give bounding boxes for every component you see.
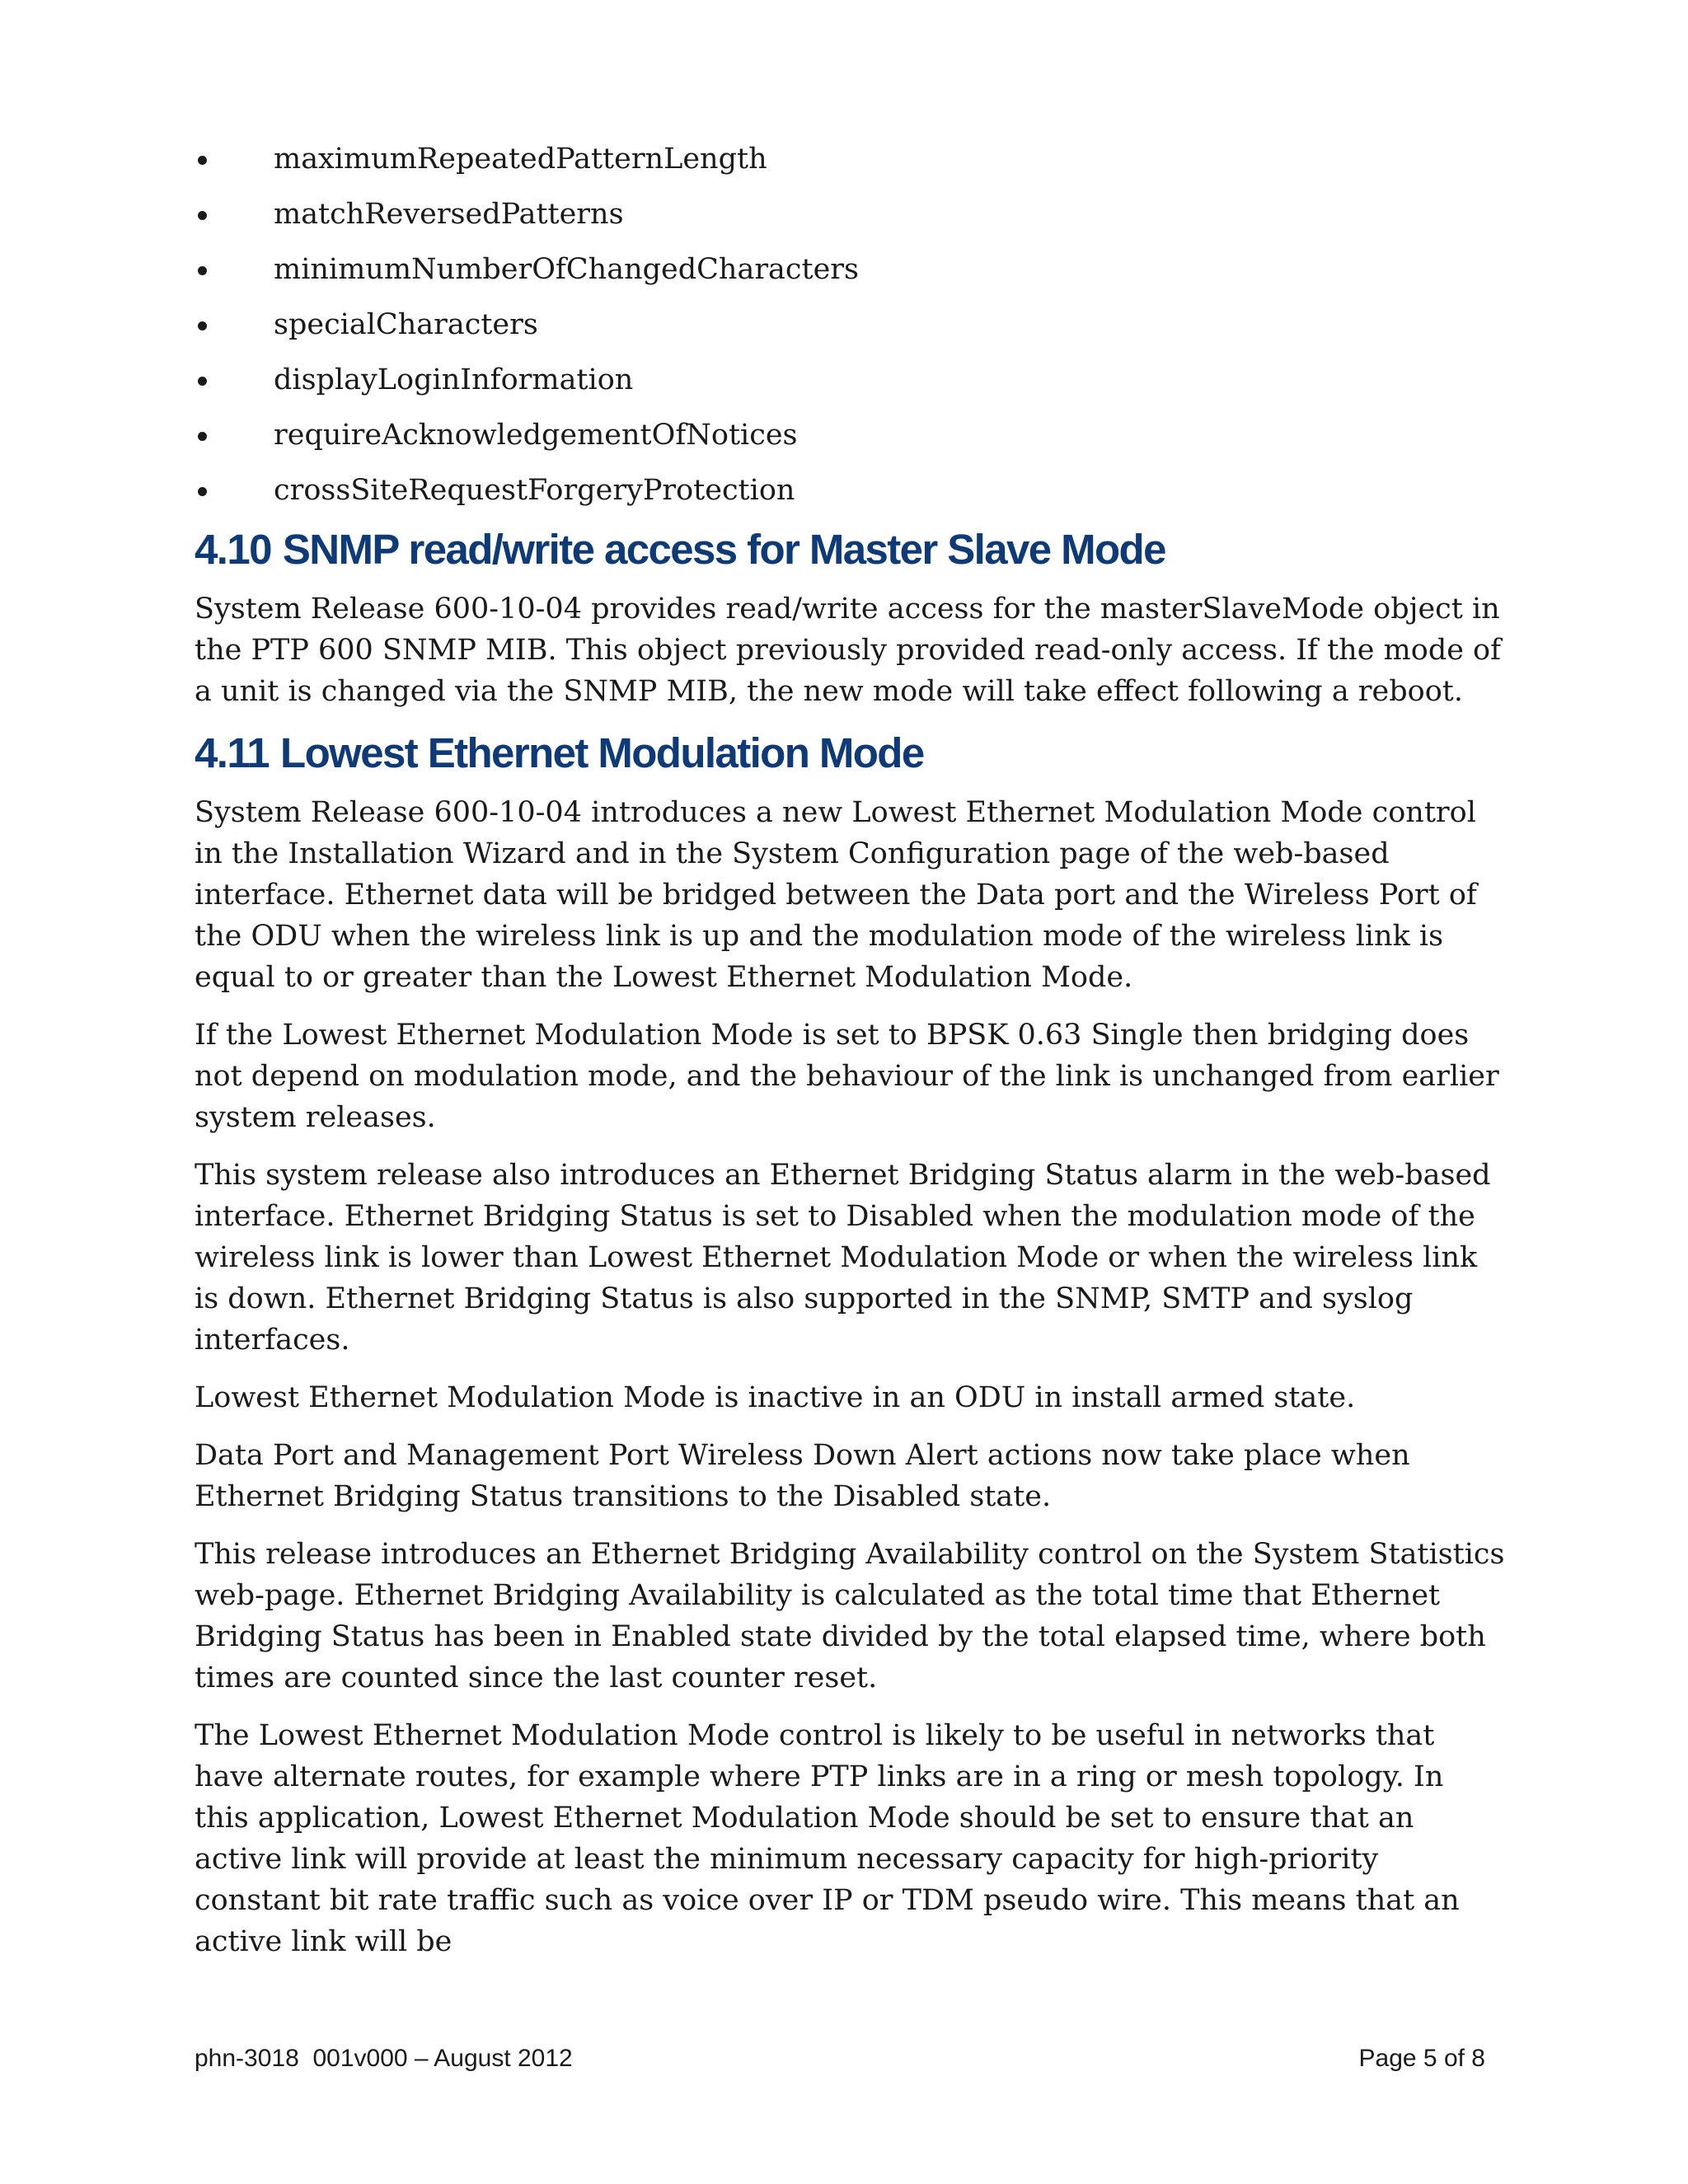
section-number: 4.10: [195, 526, 271, 573]
bullet-icon: [198, 377, 207, 386]
section-heading-4-10: [195, 525, 1505, 574]
paragraph: The Lowest Ethernet Modulation Mode control is likely to be useful in networks that have alternate routes, for example where PTP links are in a ring or mesh topology. In this application, Lowest Ethernet Modulation Mode should be set to ensure that an active link will provide at least the minimum necessary capacity for high-priority constant bit rate traffic such as voice over IP or TDM pseudo wire. This means that an active link will be: [195, 1719, 1460, 1958]
bullet-icon: [198, 156, 207, 165]
paragraph: If the Lowest Ethernet Modulation Mode is set to BPSK 0.63 Single then bridging does not depend on modulation mode, and the behaviour of the link is unchanged from earlier system releases.: [195, 1019, 1499, 1134]
paragraph: Lowest Ethernet Modulation Mode is inactive in an ODU in install armed state.: [195, 1381, 1356, 1414]
list-item: minimumNumberOfChangedCharacters: [195, 249, 1505, 290]
bullet-icon: [198, 266, 207, 275]
section-number: 4.11: [195, 729, 270, 776]
footer-page-number: Page 5 of 8: [1358, 2045, 1485, 2072]
paragraph: Data Port and Management Port Wireless Down Alert actions now take place when Ethernet Bridging Status transitions to the Disabled state.: [195, 1439, 1410, 1513]
page-content: [195, 138, 1505, 1979]
list-item: crossSiteRequestForgeryProtection: [195, 470, 1505, 511]
footer-document-id: phn-3018 001v000 – August 2012: [195, 2045, 573, 2072]
section-heading-4-11: [195, 729, 1505, 778]
paragraph: This system release also introduces an Ethernet Bridging Status alarm in the web-based interface. Ethernet Bridging Status is set to Disabled when the modulation mode of the wireless link is lower than Lowest Ethernet Modulation Mode or when the wireless link is down. Ethernet Bridging Status is also supported in the SNMP, SMTP and syslog interfaces.: [195, 1159, 1491, 1357]
list-item: displayLoginInformation: [195, 359, 1505, 401]
bullet-icon: [198, 432, 207, 441]
list-item: matchReversedPatterns: [195, 194, 1505, 235]
bullet-icon: [198, 211, 207, 220]
paragraph: System Release 600-10-04 provides read/write access for the masterSlaveMode object in the PTP 600 SNMP MIB. This object previously provided read-only access. If the mode of a unit is changed via the SNMP MIB, the new mode will take effect following a reboot.: [195, 593, 1502, 708]
paragraph: This release introduces an Ethernet Bridging Availability control on the System Statistics web-page. Ethernet Bridging Availability is calculated as the total time that Ethernet Bridging Status has been in Enabled state divided by the total elapsed time, where both times are counted since the last counter reset.: [195, 1538, 1505, 1694]
list-item: maximumRepeatedPatternLength: [195, 138, 1505, 180]
bullet-icon: [198, 321, 207, 330]
list-item: requireAcknowledgementOfNotices: [195, 415, 1505, 456]
paragraph: System Release 600-10-04 introduces a new Lowest Ethernet Modulation Mode control in the Installation Wizard and in the System Configuration page of the web-based interface. Ethernet data will be bridged between the Data port and the Wireless Port of the ODU when the wireless link is up and the modulation mode of the wireless link is equal to or greater than the Lowest Ethernet Modulation Mode.: [195, 796, 1477, 994]
bullet-icon: [198, 487, 207, 496]
section-title: SNMP read/write access for Master Slave Mode: [282, 526, 1165, 573]
bullet-list: [195, 138, 1505, 511]
list-item: specialCharacters: [195, 304, 1505, 345]
section-title: Lowest Ethernet Modulation Mode: [280, 729, 924, 776]
